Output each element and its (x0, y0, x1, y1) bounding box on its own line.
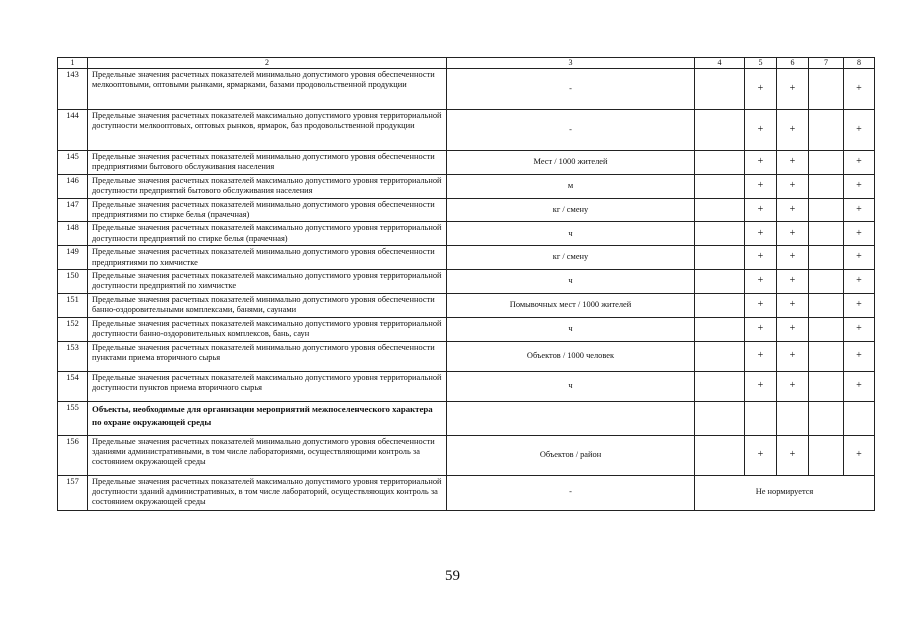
column-4-cell (695, 174, 745, 198)
column-7-cell (809, 198, 844, 222)
norms-table (57, 57, 875, 511)
row-number-cell: 154 (58, 371, 88, 401)
indicator-description-cell: Предельные значения расчетных показателей максимально допустимого уровня территориальной доступности предприятий бытового обслуживания населения (88, 174, 447, 198)
row-number-cell: 151 (58, 293, 88, 317)
column-8-mark: + (844, 69, 875, 110)
page-number: 59 (445, 568, 460, 584)
column-8-mark: + (844, 222, 875, 246)
column-7-cell (809, 270, 844, 294)
unit-cell: ч (447, 270, 695, 294)
column-6-mark: + (777, 317, 809, 341)
header-cell: 4 (695, 58, 745, 69)
unit-cell: Мест / 1000 жителей (447, 151, 695, 175)
row-number-cell: 150 (58, 270, 88, 294)
column-7-cell (809, 151, 844, 175)
column-8-mark: + (844, 151, 875, 175)
indicator-description-cell: Предельные значения расчетных показателей максимально допустимого уровня территориальной доступности предприятий по химчистке (88, 270, 447, 294)
column-4-cell (695, 270, 745, 294)
column-6-mark: + (777, 174, 809, 198)
column-5-mark: + (745, 110, 777, 151)
indicator-description-cell: Объекты, необходимые для организации мероприятий межпоселенческого характера по охране окружающей среды (88, 401, 447, 435)
column-7-cell (809, 222, 844, 246)
column-4-cell (695, 435, 745, 475)
column-5-mark: + (745, 174, 777, 198)
indicator-description-cell: Предельные значения расчетных показателей минимально допустимого уровня обеспеченности предприятиями по стирке белья (прачечная) (88, 198, 447, 222)
column-5-mark: + (745, 341, 777, 371)
column-8-mark: + (844, 317, 875, 341)
column-4-cell (695, 371, 745, 401)
indicator-description-cell: Предельные значения расчетных показателей минимально допустимого уровня обеспеченности пунктами приема вторичного сырья (88, 341, 447, 371)
table-row (58, 475, 875, 510)
column-4-cell (695, 293, 745, 317)
unit-cell: ч (447, 222, 695, 246)
indicator-description-cell: Предельные значения расчетных показателей минимально допустимого уровня обеспеченности мелкооптовыми, оптовыми рынками, ярмарками, базами продовольственной продукции (88, 69, 447, 110)
table-body (58, 58, 875, 511)
column-6-mark: + (777, 435, 809, 475)
column-6-mark: + (777, 246, 809, 270)
column-7-cell (809, 110, 844, 151)
column-5-mark: + (745, 317, 777, 341)
column-7-cell (809, 435, 844, 475)
column-5-mark: + (745, 198, 777, 222)
table-row (58, 246, 875, 270)
unit-cell: ч (447, 371, 695, 401)
unit-cell: - (447, 110, 695, 151)
column-5-mark: + (745, 69, 777, 110)
column-5-mark (745, 401, 777, 435)
indicator-description-cell: Предельные значения расчетных показателей максимально допустимого уровня территориальной доступности предприятий по стирке белья (прачечная) (88, 222, 447, 246)
row-number-cell: 152 (58, 317, 88, 341)
row-number-cell: 147 (58, 198, 88, 222)
row-number-cell: 144 (58, 110, 88, 151)
table-row (58, 270, 875, 294)
column-8-mark: + (844, 174, 875, 198)
column-7-cell (809, 401, 844, 435)
column-4-cell (695, 341, 745, 371)
column-6-mark: + (777, 69, 809, 110)
table-row (58, 110, 875, 151)
unit-cell: - (447, 69, 695, 110)
table-row (58, 341, 875, 371)
indicator-description-cell: Предельные значения расчетных показателей минимально допустимого уровня обеспеченности зданиями административными, в том числе лабораториями, осуществляющими контроль за состоянием окружающей среды (88, 435, 447, 475)
column-5-mark: + (745, 435, 777, 475)
column-6-mark: + (777, 222, 809, 246)
row-number-cell: 148 (58, 222, 88, 246)
unit-cell: Объектов / район (447, 435, 695, 475)
column-8-mark (844, 401, 875, 435)
table-row (58, 435, 875, 475)
indicator-description-cell: Предельные значения расчетных показателей максимально допустимого уровня территориальной доступности мелкооптовых, оптовых рынков, ярмарок, баз продовольственной продукции (88, 110, 447, 151)
unit-cell: - (447, 475, 695, 510)
column-8-mark: + (844, 110, 875, 151)
table-row (58, 293, 875, 317)
row-number-cell: 153 (58, 341, 88, 371)
table-row (58, 222, 875, 246)
column-8-mark: + (844, 246, 875, 270)
column-5-mark: + (745, 371, 777, 401)
unit-cell: ч (447, 317, 695, 341)
row-number-cell: 146 (58, 174, 88, 198)
column-5-mark: + (745, 222, 777, 246)
unit-cell: кг / смену (447, 246, 695, 270)
row-number-cell: 145 (58, 151, 88, 175)
column-4-cell (695, 151, 745, 175)
row-number-cell: 156 (58, 435, 88, 475)
column-6-mark: + (777, 198, 809, 222)
row-number-cell: 157 (58, 475, 88, 510)
unit-cell: Объектов / 1000 человек (447, 341, 695, 371)
column-8-mark: + (844, 341, 875, 371)
column-8-mark: + (844, 371, 875, 401)
column-6-mark: + (777, 270, 809, 294)
header-cell: 8 (844, 58, 875, 69)
header-row (58, 58, 875, 69)
column-6-mark (777, 401, 809, 435)
column-7-cell (809, 317, 844, 341)
column-5-mark: + (745, 270, 777, 294)
header-cell: 5 (745, 58, 777, 69)
row-number-cell: 149 (58, 246, 88, 270)
column-5-mark: + (745, 293, 777, 317)
unit-cell: кг / смену (447, 198, 695, 222)
header-cell: 3 (447, 58, 695, 69)
indicator-description-cell: Предельные значения расчетных показателей максимально допустимого уровня территориальной доступности зданий административных, в том числе лабораторий, осуществляющих контроль за состоянием окружающей среды (88, 475, 447, 510)
column-4-cell (695, 110, 745, 151)
unit-cell: Помывочных мест / 1000 жителей (447, 293, 695, 317)
column-8-mark: + (844, 270, 875, 294)
column-4-cell (695, 246, 745, 270)
column-7-cell (809, 293, 844, 317)
header-cell: 6 (777, 58, 809, 69)
column-5-mark: + (745, 246, 777, 270)
column-6-mark: + (777, 110, 809, 151)
header-cell: 2 (88, 58, 447, 69)
column-4-cell (695, 222, 745, 246)
row-number-cell: 143 (58, 69, 88, 110)
indicator-description-cell: Предельные значения расчетных показателей минимально допустимого уровня обеспеченности предприятиями по химчистке (88, 246, 447, 270)
table-row (58, 401, 875, 435)
column-6-mark: + (777, 293, 809, 317)
row-number-cell: 155 (58, 401, 88, 435)
table-row (58, 174, 875, 198)
column-8-mark: + (844, 198, 875, 222)
column-7-cell (809, 371, 844, 401)
column-4-cell (695, 401, 745, 435)
column-6-mark: + (777, 371, 809, 401)
column-8-mark: + (844, 435, 875, 475)
column-4-cell (695, 198, 745, 222)
column-4-cell (695, 317, 745, 341)
column-6-mark: + (777, 341, 809, 371)
indicator-description-cell: Предельные значения расчетных показателей минимально допустимого уровня обеспеченности предприятиями бытового обслуживания населения (88, 151, 447, 175)
column-7-cell (809, 341, 844, 371)
column-7-cell (809, 246, 844, 270)
unit-cell: м (447, 174, 695, 198)
column-5-mark: + (745, 151, 777, 175)
column-7-cell (809, 69, 844, 110)
table-row (58, 69, 875, 110)
column-6-mark: + (777, 151, 809, 175)
column-4-cell (695, 69, 745, 110)
header-cell: 7 (809, 58, 844, 69)
table-row (58, 317, 875, 341)
header-cell: 1 (58, 58, 88, 69)
column-7-cell (809, 174, 844, 198)
table-row (58, 371, 875, 401)
column-8-mark: + (844, 293, 875, 317)
indicator-description-cell: Предельные значения расчетных показателей максимально допустимого уровня территориальной доступности пунктов приема вторичного сырья (88, 371, 447, 401)
indicator-description-cell: Предельные значения расчетных показателей минимально допустимого уровня обеспеченности банно-оздоровительными комплексами, банями, саунами (88, 293, 447, 317)
table-row (58, 198, 875, 222)
merged-status-cell: Не нормируется (695, 475, 875, 510)
unit-cell (447, 401, 695, 435)
table-row (58, 151, 875, 175)
indicator-description-cell: Предельные значения расчетных показателей максимально допустимого уровня территориальной доступности банно-оздоровительных комплексов, бань, саун (88, 317, 447, 341)
